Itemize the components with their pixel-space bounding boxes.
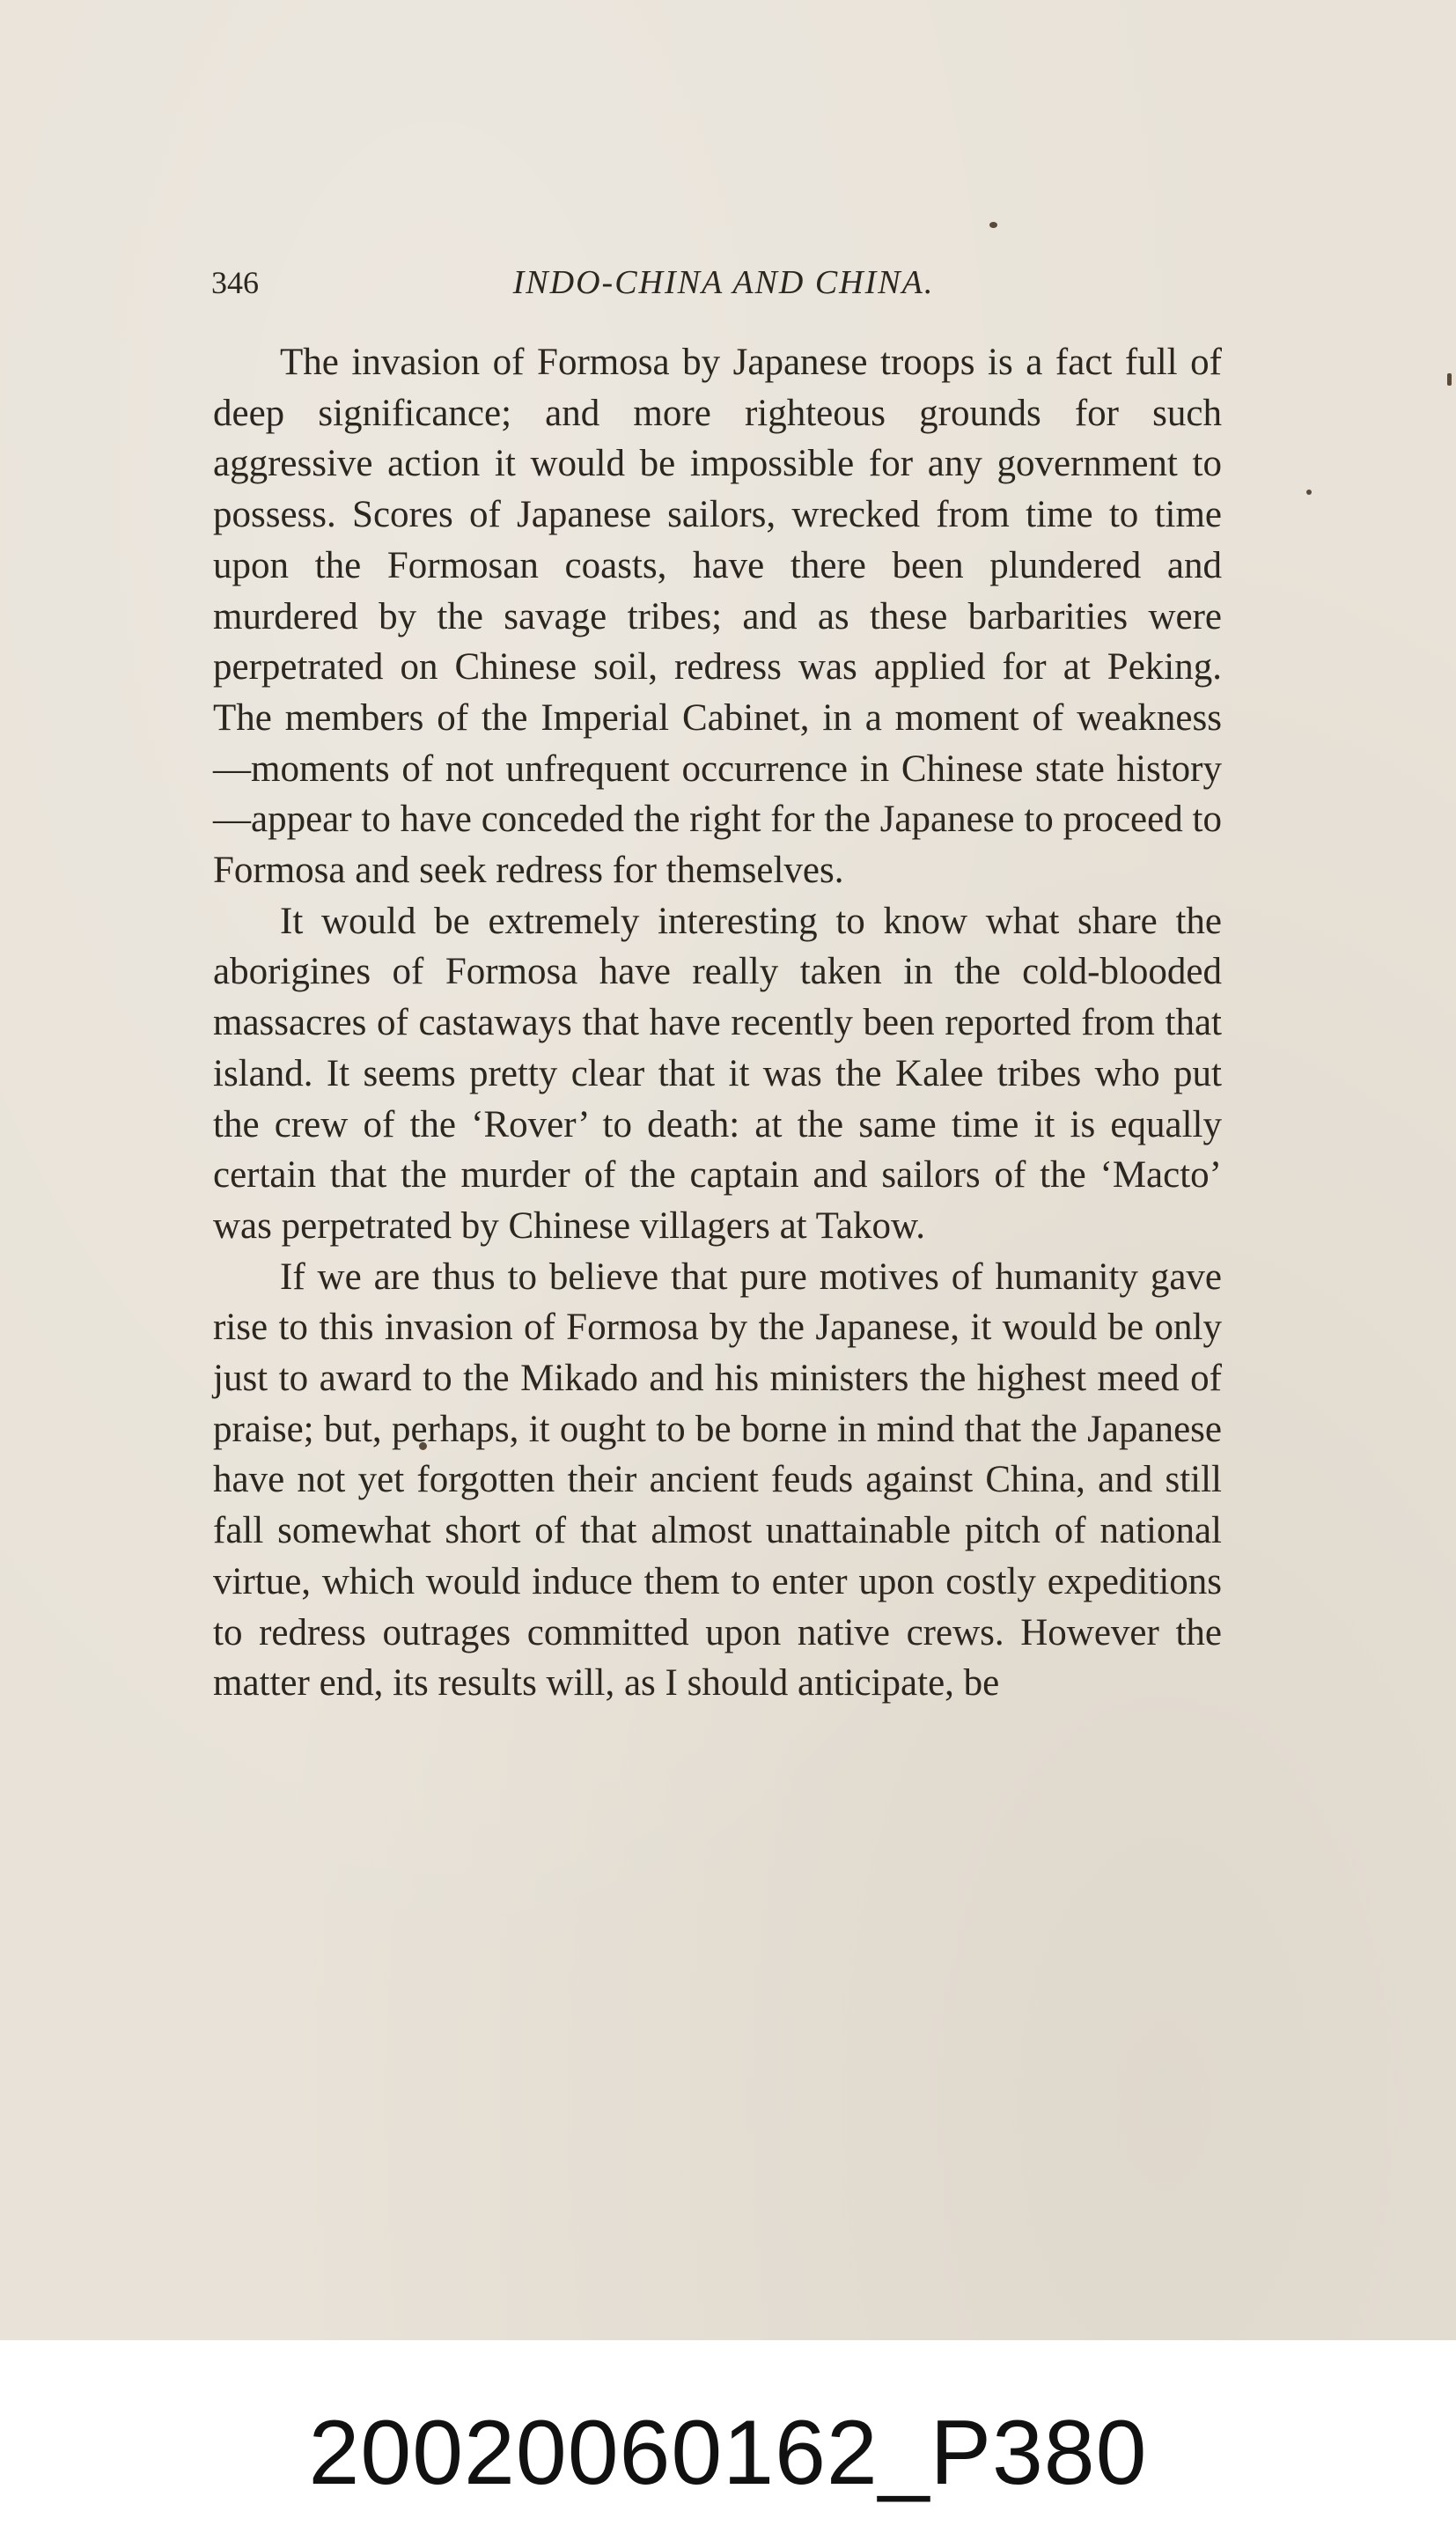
paragraph: The invasion of Formosa by Japanese troops is a fact full of deep significance; and more righteous grounds for such aggressive action it would be impossible for any government to possess. Scores of Japanese sailors, wrecked from time to time upon the Formosan coasts, have there been plundered and murdered by the savage tribes; and as these barbarities were perpetrated on Chinese soil, redress was applied for at Peking. The members of the Imperial Cabinet, in a moment of weakness—moments of not unfrequent occurrence in Chinese state history—appear to have conceded the right for the Japanese to proceed to Formosa and seek redress for themselves. xyxy=(213,342,1222,892)
catalog-id: 20020060162_P380 xyxy=(308,2402,1148,2504)
page-number: 346 xyxy=(211,265,259,300)
paragraph: It would be extremely interesting to know what share the aborigines of Formosa have really taken in the cold-blooded massacres of castaways that have recently been reported from that island. It seems pretty clear that it was the Kalee tribes who put the crew of the ‘Rover’ to death: at the same time it is equally certain that the murder of the captain and sailors of the ‘Macto’ was perpetrated by Chinese villagers at Takow. xyxy=(213,900,1222,1247)
ink-speck xyxy=(989,222,997,228)
ink-speck xyxy=(1447,373,1452,386)
ink-speck xyxy=(1306,490,1312,495)
catalog-band xyxy=(0,2340,1456,2548)
body-text xyxy=(213,337,1222,1709)
paragraph: If we are thus to believe that pure motives of humanity gave rise to this invasion of Formosa by the Japanese, it would be only just to award to the Mikado and his ministers the highest meed of praise; but, perhaps, it ought to be borne in mind that the Japanese have not yet forgotten their ancient feuds against China, and still fall somewhat short of that almost unattainable pitch of national virtue, which would induce them to enter upon costly expeditions to redress outrages committed upon native crews. However the matter end, its results will, as I should anticipate, be xyxy=(213,1256,1222,1705)
running-title: INDO-CHINA AND CHINA. xyxy=(512,264,935,301)
running-head xyxy=(211,261,1236,305)
